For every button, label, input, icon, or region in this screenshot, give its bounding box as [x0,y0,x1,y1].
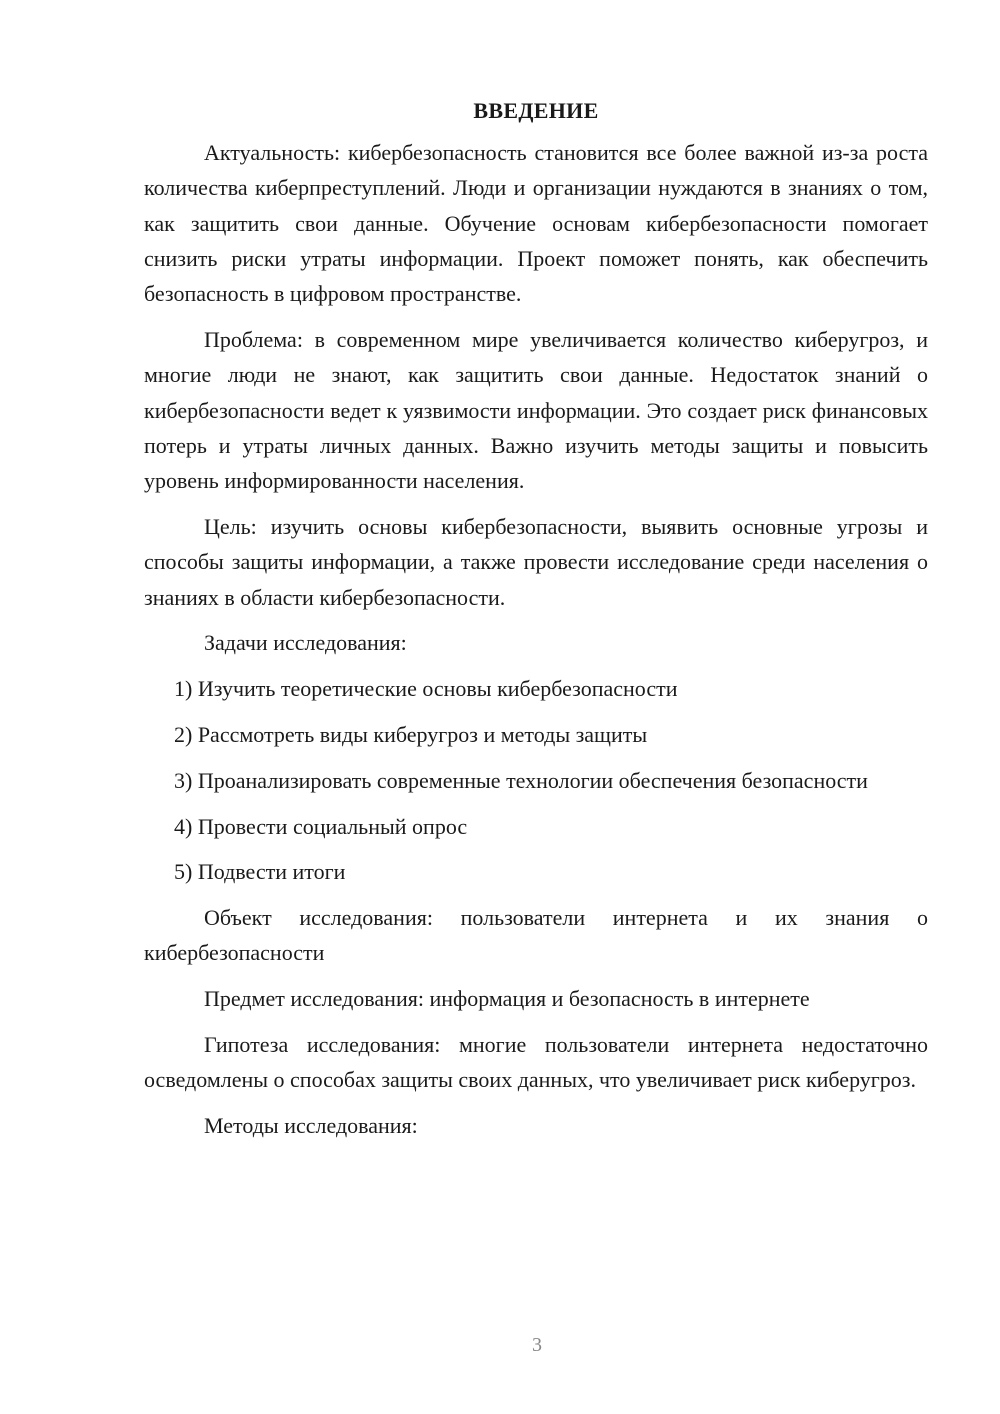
problem-paragraph: Проблема: в современном мире увеличивается количество киберугроз, и многие люди не знают, как защитить свои данные. Недостаток знаний о кибербезопасности ведет к уязвимости информации. Это создает риск финансовых потерь и утраты личных данных. Важно изучить методы защиты и повысить уровень информированности населения. [144,326,928,494]
task-item-5: 5) Подвести итоги [174,859,346,885]
hypothesis-paragraph: Гипотеза исследования: многие пользователи интернета недостаточно осведомлены о способах защиты своих данных, что увеличивает риск киберугроз. [144,1032,928,1093]
task-item-3: 3) Проанализировать современные технологии обеспечения безопасности [174,767,868,793]
page-number: 3 [532,1334,542,1356]
subject-paragraph: Предмет исследования: информация и безопасность в интернете [204,986,810,1012]
relevance-paragraph: Актуальность: кибербезопасность становится все более важной из-за роста количества киберпреступлений. Люди и организации нуждаются в знаниях о том, как защитить свои данные. Обучение основам кибербезопасности помогает снизить риски утраты информации. Проект поможет понять, как обеспечить безопасность в цифровом пространстве. [144,140,928,307]
goal-paragraph: Цель: изучить основы кибербезопасности, выявить основные угрозы и способы защиты информации, а также провести исследование среди населения о знаниях в области кибербезопасности. [144,513,928,610]
page-title: ВВЕДЕНИЕ [473,98,599,123]
tasks-heading: Задачи исследования: [204,630,407,656]
object-paragraph: Объект исследования: пользователи интернета и их знания о кибербезопасности [144,905,928,966]
task-item-2: 2) Рассмотреть виды киберугроз и методы защиты [174,721,648,747]
task-item-4: 4) Провести социальный опрос [174,813,468,839]
page-content [144,96,928,1154]
methods-paragraph: Методы исследования: [204,1113,418,1139]
task-item-1: 1) Изучить теоретические основы кибербезопасности [174,676,678,702]
